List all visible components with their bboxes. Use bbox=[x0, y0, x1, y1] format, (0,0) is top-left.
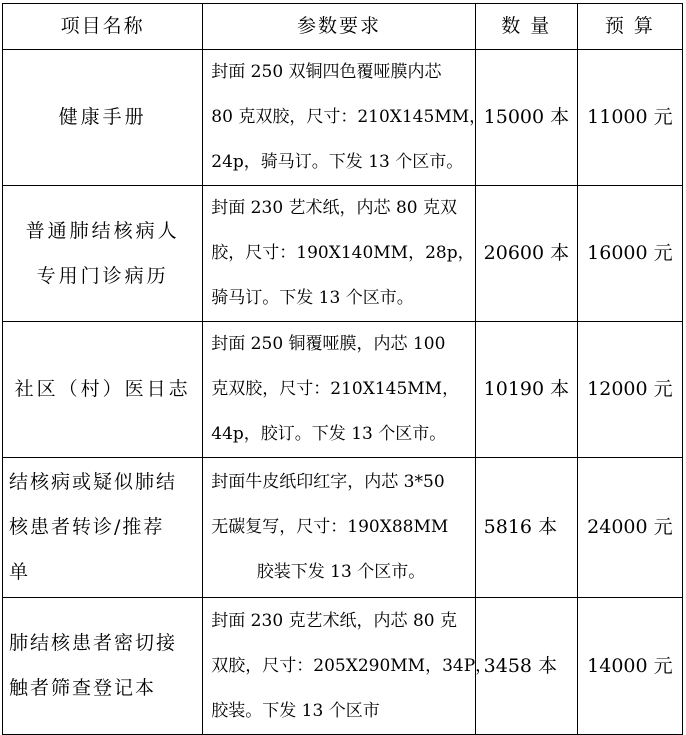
budget: 24000 元 bbox=[577, 458, 682, 598]
spec-line: 无碳复写，尺寸：190X88MM bbox=[211, 517, 449, 537]
table-row bbox=[3, 322, 683, 458]
spec-cell bbox=[203, 458, 475, 598]
item-name: 核患者转诊/推荐 bbox=[9, 516, 165, 538]
quantity: 20600 本 bbox=[475, 186, 577, 322]
item-name-cell bbox=[3, 50, 203, 186]
item-name: 结核病或疑似肺结 bbox=[9, 471, 178, 493]
spec-line: 封面牛皮纸印红字，内芯 3*50 bbox=[211, 472, 445, 492]
spec-cell bbox=[203, 322, 475, 458]
header-row bbox=[3, 4, 683, 50]
spec-line: 封面 230 艺术纸，内芯 80 克双 bbox=[211, 198, 457, 218]
item-name: 触者筛查登记本 bbox=[9, 677, 157, 699]
item-name: 单 bbox=[9, 561, 31, 583]
item-name: 健康手册 bbox=[58, 106, 147, 128]
quantity: 15000 本 bbox=[475, 50, 577, 186]
item-name: 社区（村）医日志 bbox=[14, 378, 191, 400]
table-row bbox=[3, 458, 683, 598]
item-name: 肺结核患者密切接 bbox=[9, 632, 178, 654]
quantity: 5816 本 bbox=[475, 458, 577, 598]
table-row bbox=[3, 598, 683, 735]
quantity: 3458 本 bbox=[475, 598, 577, 735]
quantity: 10190 本 bbox=[475, 322, 577, 458]
spec-cell bbox=[203, 186, 475, 322]
spec-line: 80 克双胶，尺寸：210X145MM， bbox=[211, 107, 487, 127]
spec-line: 44p，胶订。下发 13 个区市。 bbox=[211, 424, 447, 444]
item-name: 普通肺结核病人 bbox=[25, 219, 180, 242]
spec-line: 克双胶，尺寸：210X145MM， bbox=[211, 379, 460, 399]
header-qty: 数 量 bbox=[475, 4, 577, 50]
procurement-table bbox=[2, 3, 683, 735]
header-budget: 预 算 bbox=[577, 4, 682, 50]
spec-cell bbox=[203, 598, 493, 735]
spec-line: 胶装下发 13 个区市。 bbox=[256, 562, 426, 582]
spec-line: 骑马订。下发 13 个区市。 bbox=[211, 288, 414, 308]
item-name-cell bbox=[3, 598, 203, 735]
spec-line: 24p，骑马订。下发 13 个区市。 bbox=[211, 152, 464, 172]
spec-line: 封面 250 铜覆哑膜，内芯 100 bbox=[211, 334, 446, 354]
budget: 11000 元 bbox=[577, 50, 682, 186]
budget: 14000 元 bbox=[577, 598, 682, 735]
spec-line: 双胶，尺寸：205X290MM，34P， bbox=[211, 655, 493, 676]
spec-line: 封面 230 克艺术纸，内芯 80 克 bbox=[211, 610, 457, 631]
item-name-cell bbox=[3, 322, 203, 458]
header-name: 项目名称 bbox=[3, 4, 203, 50]
budget: 16000 元 bbox=[577, 186, 682, 322]
spec-line: 胶装。下发 13 个区市 bbox=[211, 700, 380, 721]
spec-cell bbox=[203, 50, 487, 186]
spec-line: 胶，尺寸：190X140MM，28p， bbox=[211, 243, 475, 263]
table-row bbox=[3, 186, 683, 322]
item-name-cell bbox=[3, 458, 203, 598]
item-name-cell bbox=[3, 186, 203, 322]
budget: 12000 元 bbox=[577, 322, 682, 458]
header-spec: 参数要求 bbox=[203, 4, 475, 50]
spec-line: 封面 250 双铜四色覆哑膜内芯 bbox=[211, 62, 442, 82]
item-name: 专用门诊病历 bbox=[36, 264, 169, 287]
table-row bbox=[3, 50, 683, 186]
